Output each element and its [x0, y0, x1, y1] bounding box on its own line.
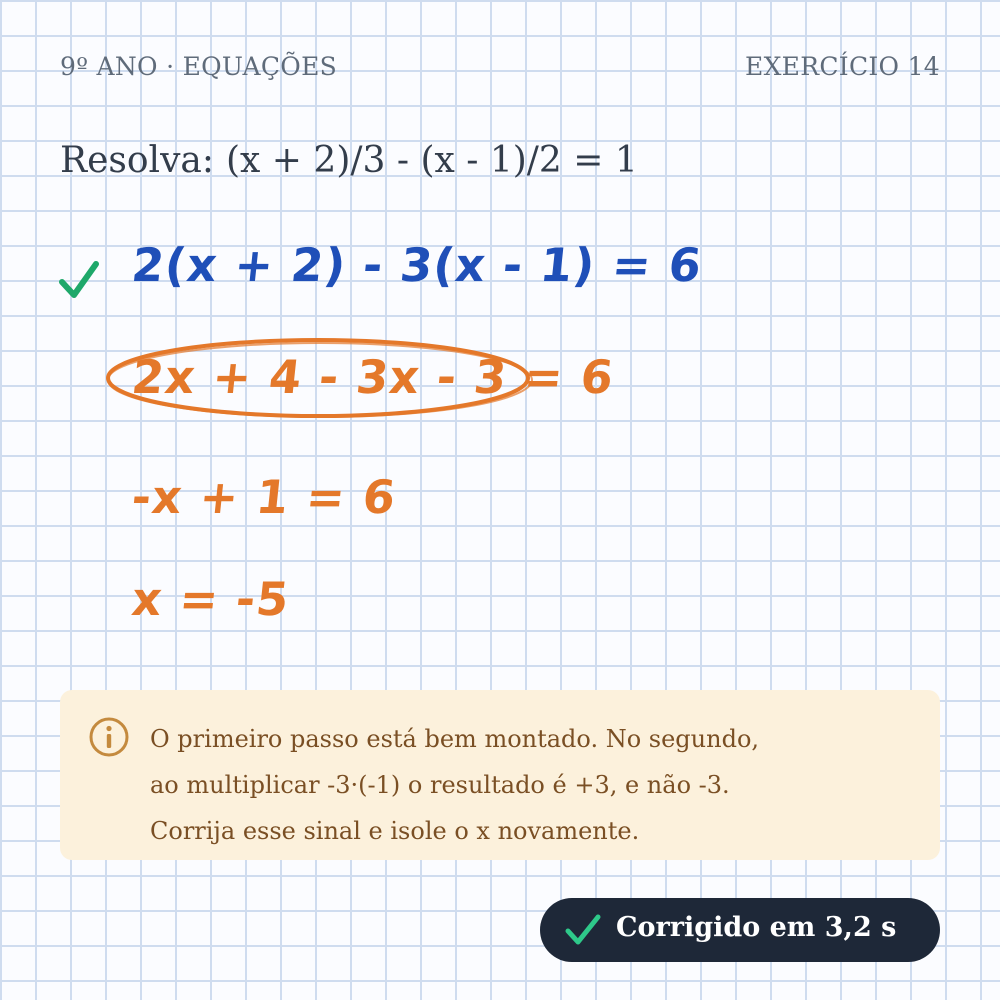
solution-step-1: 2(x + 2) - 3(x - 1) = 6	[129, 238, 705, 292]
problem-statement	[60, 140, 638, 181]
status-badge	[540, 898, 940, 962]
exercise-number-label: EXERCÍCIO 14	[745, 52, 940, 81]
feedback-line-1: O primeiro passo está bem montado. No segundo,	[150, 725, 760, 753]
problem-prompt: Resolva:	[60, 140, 215, 181]
solution-step-4: x = -5	[129, 572, 293, 626]
info-icon	[88, 716, 130, 758]
check-icon	[58, 258, 102, 302]
grade-topic-label: 9º ANO · EQUAÇÕES	[60, 52, 338, 81]
feedback-box	[60, 690, 940, 860]
feedback-line-2: ao multiplicar -3·(-1) o resultado é +3, e não -3.	[150, 771, 730, 799]
feedback-text	[150, 716, 910, 854]
solution-step-2: 2x + 4 - 3x - 3 = 6	[129, 350, 617, 404]
status-badge-label: Corrigido em 3,2 s	[616, 912, 897, 943]
check-icon	[564, 912, 602, 948]
feedback-line-3: Corrija esse sinal e isole o x novamente.	[150, 817, 640, 845]
problem-equation: (x + 2)/3 - (x - 1)/2 = 1	[226, 140, 638, 181]
solution-step-3: -x + 1 = 6	[129, 470, 399, 524]
